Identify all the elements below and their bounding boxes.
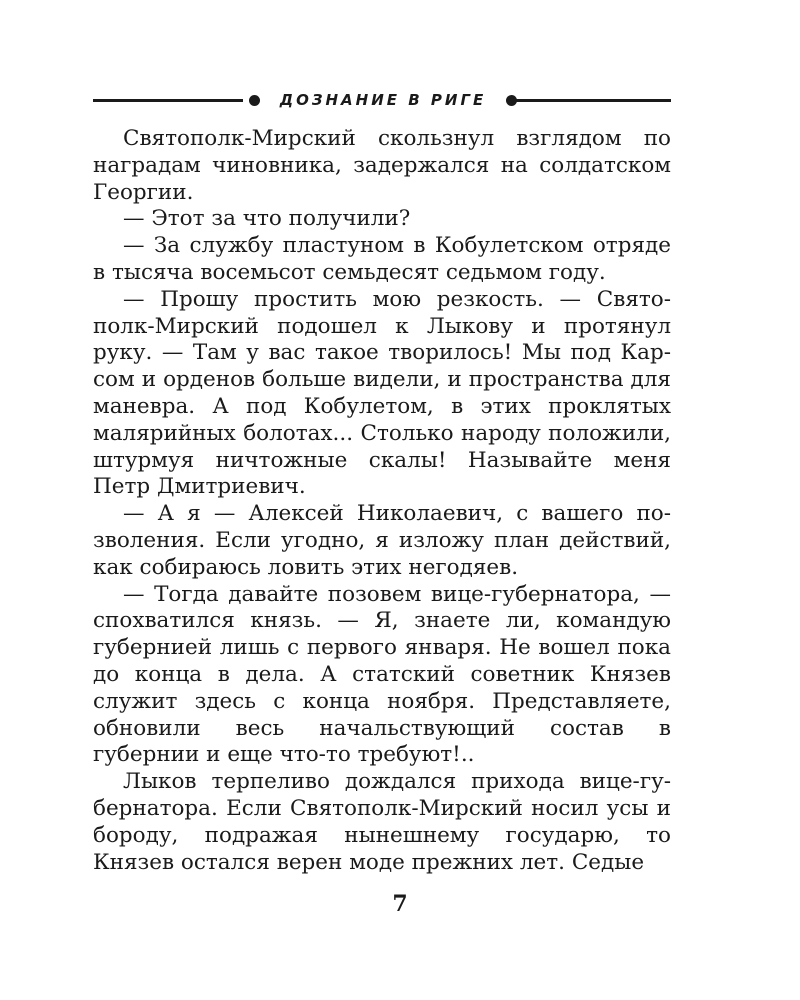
bullet-ornament-left-icon bbox=[249, 95, 260, 106]
paragraph: — А я — Алексей Николаевич, с вашего позволения. Если угодно, я изложу план действий, как собираюсь ловить этих негодяев. bbox=[93, 501, 671, 580]
paragraph: — Этот за что получили? bbox=[123, 206, 411, 232]
header-rule-left bbox=[93, 99, 243, 102]
paragraph: — За службу пластуном в Кобулетском отряде в тысяча восемьсот семьдесят седьмом году. bbox=[93, 233, 671, 285]
paragraph: — Тогда давайте позовем вице-губернатора, — спохватился князь. — Я, знаете ли, командую губернией лишь с первого января. Не вошел пока до конца в дела. А статский советник Князев служит здесь с конца ноября. Представляете, обновили весь начальствующий состав в губернии и еще что-то требуют!.. bbox=[93, 581, 671, 768]
running-header bbox=[93, 86, 671, 114]
body-text bbox=[93, 126, 671, 876]
running-header-title: ДОЗНАНИЕ В РИГЕ bbox=[279, 91, 487, 109]
paragraph: — Прошу простить мою резкость. — Святополк-Мирский подошел к Лыкову и протянул руку. — Там у вас такое творилось! Мы под Карсом и орденов больше видели, и пространства для маневра. А под Кобулетом, в этих проклятых малярийных болотах... Столько народу положили, штурмуя ничтожные скалы! Называйте меня Петр Дмитриевич. bbox=[93, 286, 671, 500]
paragraph: Лыков терпеливо дождался прихода вице-губернатора. Если Святополк-Мирский носил усы и бороду, подражая нынешнему государю, то Князев остался верен моде прежних лет. Седые bbox=[93, 769, 671, 875]
paragraph: Святополк-Мирский скользнул взглядом по наградам чиновника, задержался на солдатском Георгии. bbox=[93, 126, 671, 205]
page-number: 7 bbox=[392, 891, 408, 917]
header-rule-right bbox=[516, 99, 671, 102]
